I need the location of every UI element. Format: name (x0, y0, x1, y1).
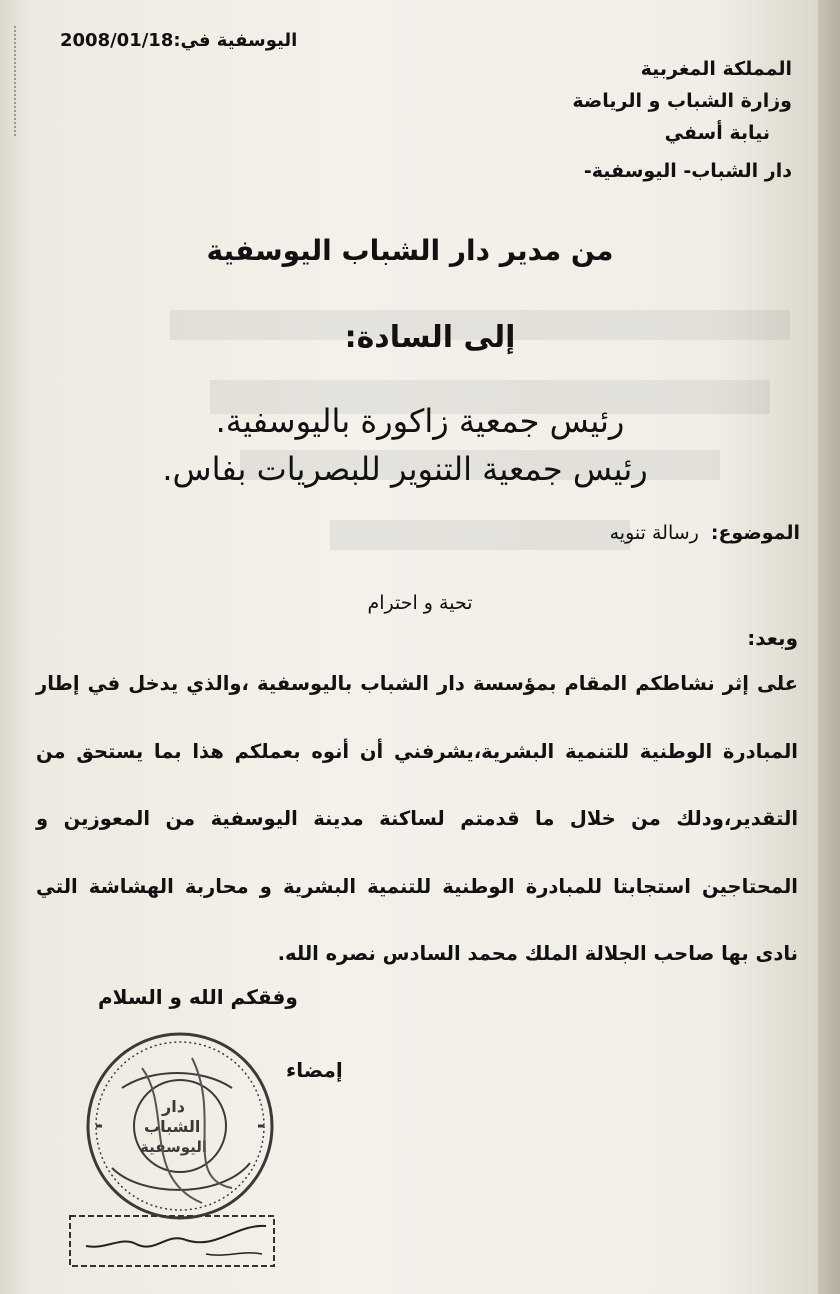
header-delegation: نيابة أسفي (664, 122, 770, 144)
handwritten-signature-box (66, 1210, 278, 1272)
closing-line: وفقكم الله و السلام (98, 985, 298, 1009)
after-greeting: وبعد: (747, 626, 798, 650)
subject-line (610, 522, 800, 544)
from-line: من مدير دار الشباب اليوسفية (206, 234, 614, 267)
letter-date: اليوسفية في:2008/01/18 (60, 30, 298, 51)
header-institution: دار الشباب- اليوسفية- (583, 160, 792, 182)
svg-text:دار: دار (162, 1097, 185, 1116)
page-edge (818, 0, 840, 1294)
recipient-1: رئيس جمعية زاكورة باليوسفية. (215, 402, 625, 440)
header-kingdom: المملكة المغربية (640, 58, 792, 80)
margin-marks (14, 26, 22, 136)
official-stamp-icon (82, 1028, 278, 1224)
svg-text:الشباب: الشباب (144, 1117, 201, 1136)
to-line: إلى السادة: (344, 320, 516, 355)
subject-label: الموضوع: (710, 522, 800, 544)
header-ministry: وزارة الشباب و الرياضة (572, 90, 792, 112)
recipient-2: رئيس جمعية التنوير للبصريات بفاس. (162, 450, 648, 488)
greeting: تحية و احترام (367, 592, 473, 614)
subject-value: رسالة تنويه (609, 522, 699, 544)
svg-text:اليوسفية: اليوسفية (140, 1138, 208, 1156)
letter-body: على إثر نشاطكم المقام بمؤسسة دار الشباب باليوسفية ،والذي يدخل في إطار المبادرة الوطنية للتنمية البشرية،يشرفني أن أنوه بعملكم هذا بما يستحق من التقدير،ودلك من خلال ما قدمتم لساكنة مدينة اليوسفية من المعوزين و المحتاجين استجابتا للمبادرة الوطنية للتنمية البشرية و محاربة الهشاشة التي نادى بها صاحب الجلالة الملك محمد السادس نصره الله. (36, 672, 798, 965)
signature-label: إمضاء (286, 1058, 343, 1082)
